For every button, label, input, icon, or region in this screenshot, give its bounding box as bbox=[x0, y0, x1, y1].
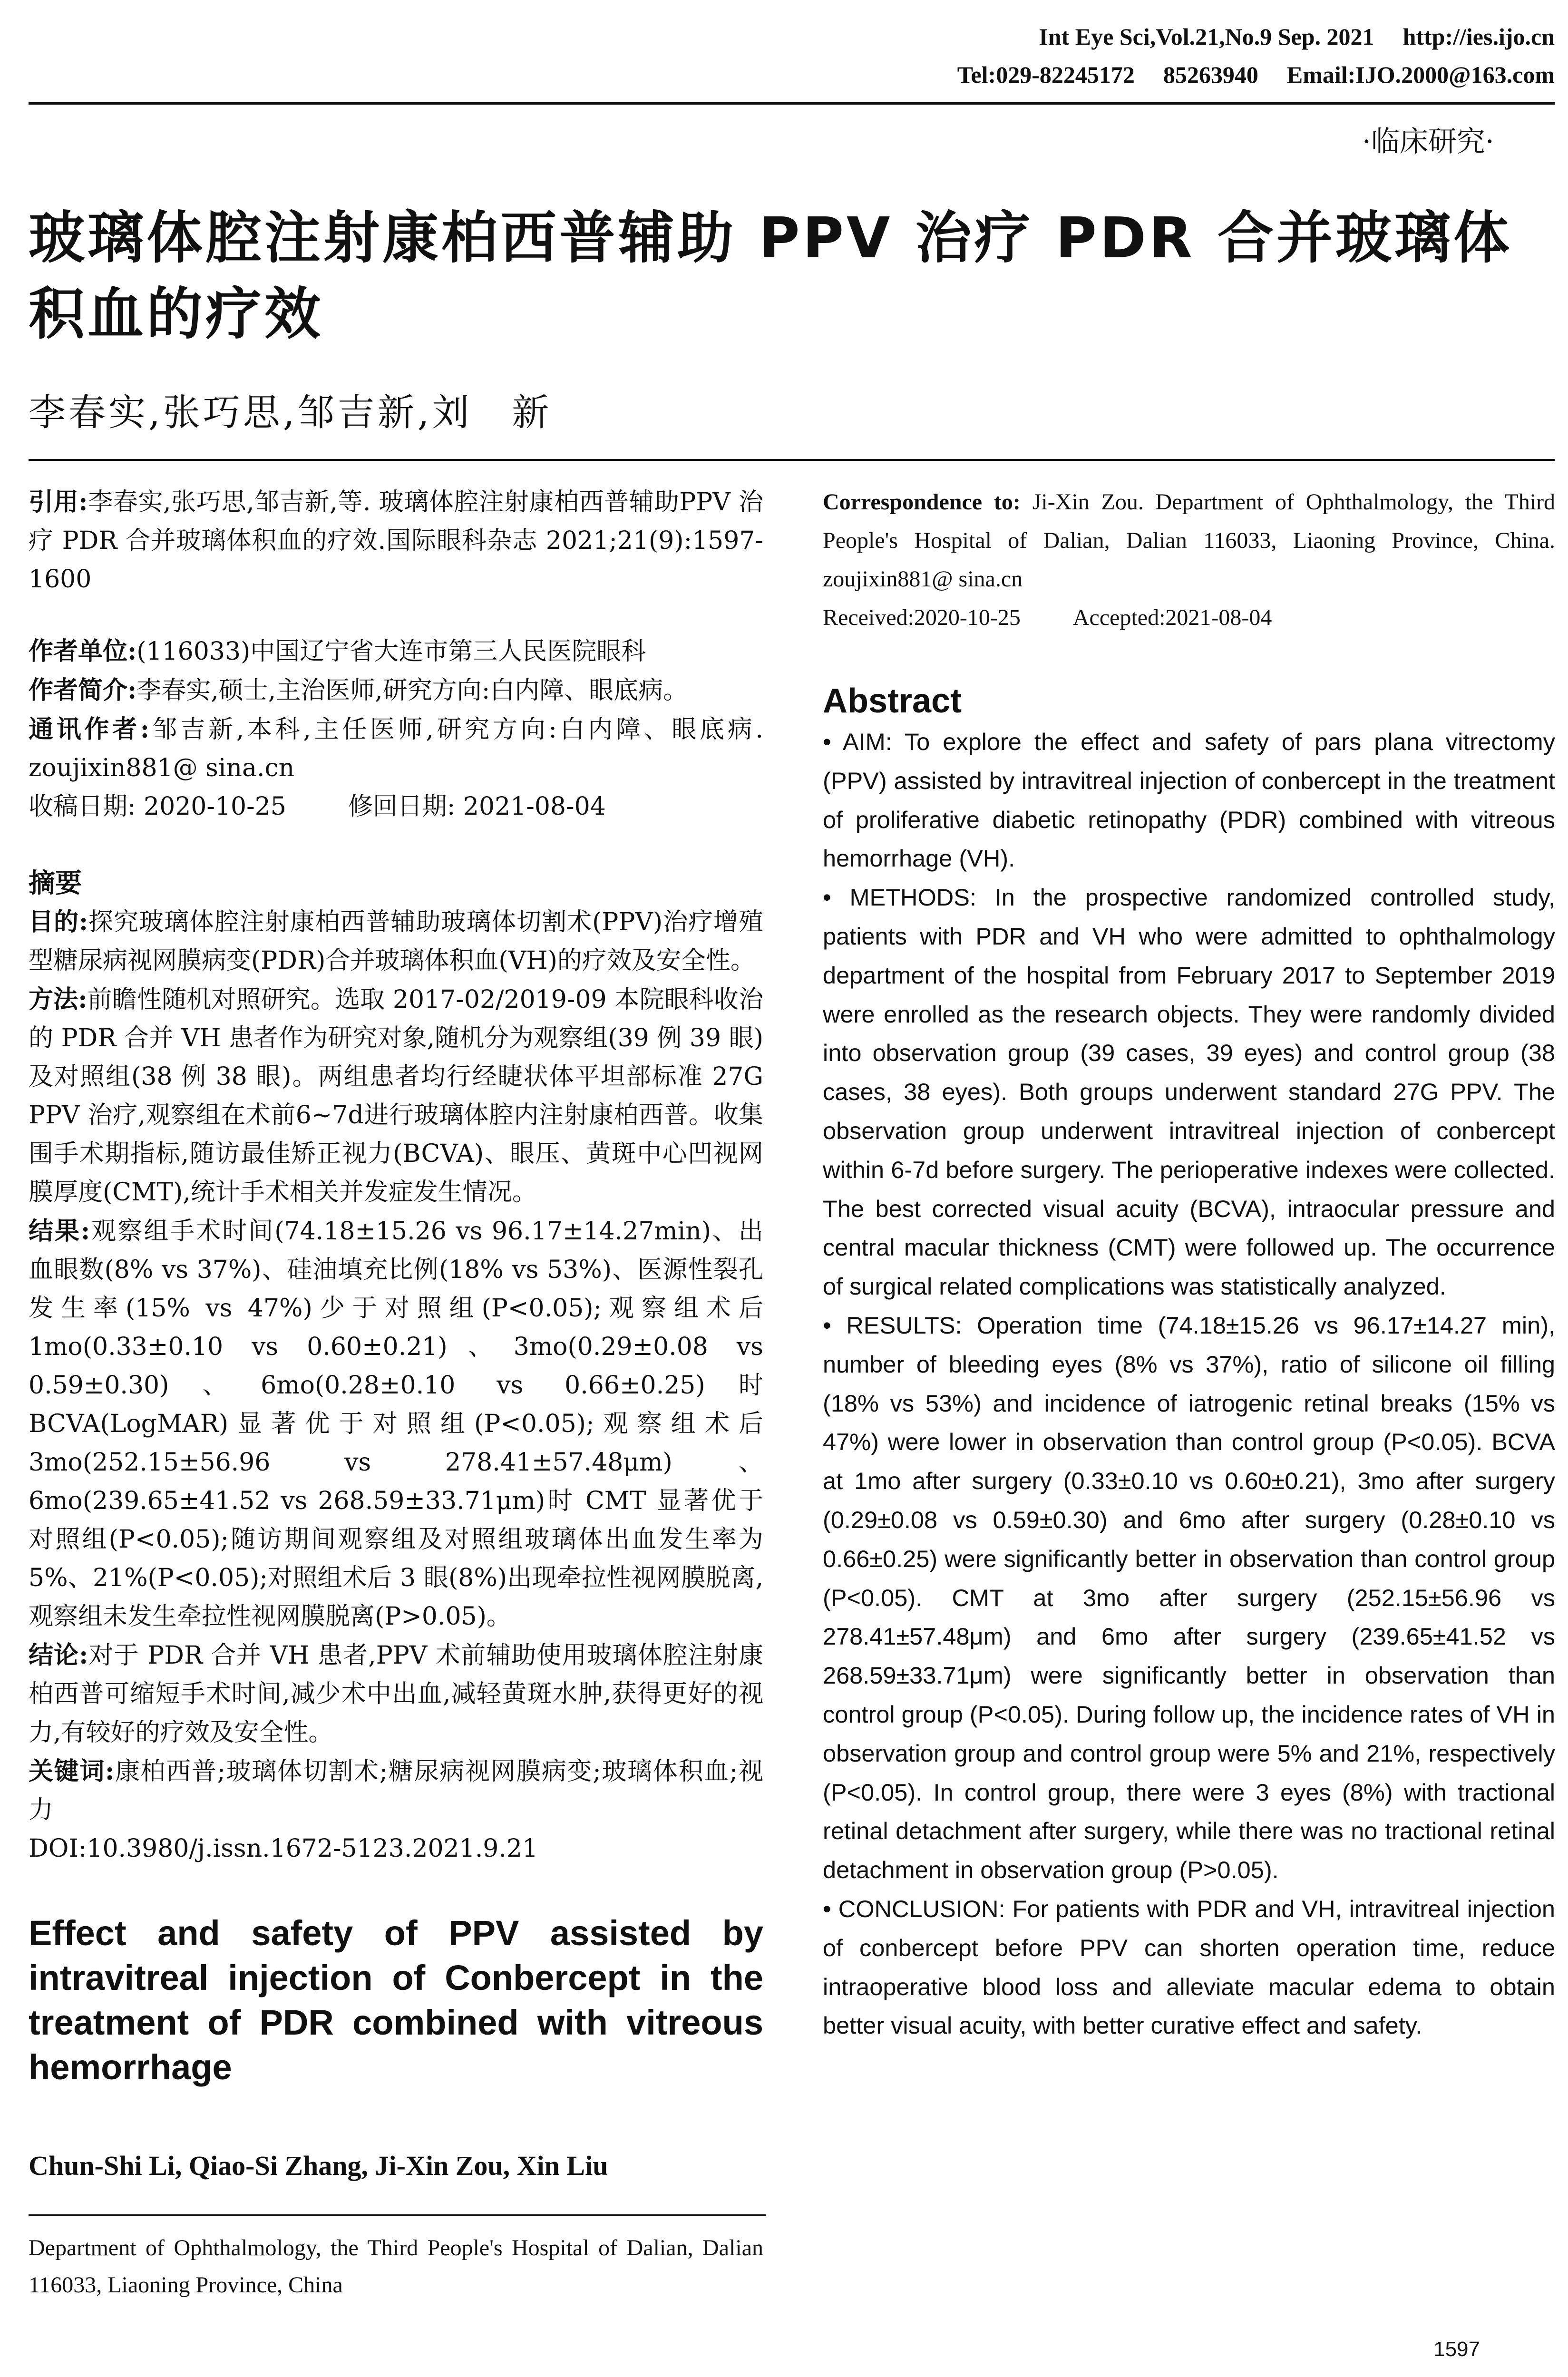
unit-text: (116033)中国辽宁省大连市第三人民医院眼科 bbox=[136, 637, 646, 666]
revised-cn: 修回日期: 2021-08-04 bbox=[348, 792, 606, 821]
section-tag: ·临床研究· bbox=[1362, 125, 1494, 158]
abstract-cn-conclusion bbox=[29, 1636, 763, 1752]
article-title-cn: 玻璃体腔注射康柏西普辅助 PPV 治疗 PDR 合并玻璃体积血的疗效 bbox=[29, 205, 1512, 347]
aim-label: 目的: bbox=[29, 907, 88, 936]
right-column bbox=[823, 483, 1555, 2045]
abstract-en-results: • RESULTS: Operation time (74.18±15.26 vs 96.17±14.27 min), number of bleeding eyes (8% vs 37%), ratio of silicone oil filling (18% vs 53%) and incidence of iatrogenic retinal breaks (15% vs 47%) were lower in observation than control group (P<0.05). BCVA at 1mo after surgery (0.33±0.10 vs 0.60±0.21), 3mo after surgery (0.29±0.08 vs 0.59±0.30) and 6mo after surgery (0.28±0.10 vs 0.66±0.25) were significantly better in observation than control group (P<0.05). CMT at 3mo after surgery (252.15±56.96 vs 278.41±57.48μm) and 6mo after surgery (239.65±41.52 vs 268.59±33.71μm) were significantly better in observation than control group (P<0.05). During follow up, the incidence rates of VH in observation group and control group were 5% and 21%, respectively (P<0.05). In control group, there were 3 eyes (8%) with tractional retinal detachment after surgery, while there was no tractional retinal detachment in observation group (P>0.05). bbox=[823, 1311, 1555, 1884]
article-title-en: Effect and safety of PPV assisted by intravitreal injection of Conbercept in the treatment of PDR combined with vitreous hemorrhage bbox=[29, 1913, 763, 2087]
conclusion-text: 对于 PDR 合并 VH 患者,PPV 术前辅助使用玻璃体腔注射康柏西普可缩短手术时间,减少术中出血,减轻黄斑水肿,获得更好的视力,有较好的疗效及安全性。 bbox=[29, 1641, 763, 1747]
left-column bbox=[29, 483, 763, 2304]
bio-label: 作者简介: bbox=[29, 676, 137, 705]
corresponding-author bbox=[29, 710, 763, 788]
journal-citation: Int Eye Sci,Vol.21,No.9 Sep. 2021 bbox=[1039, 23, 1374, 50]
correspondence-text: Ji-Xin Zou. Department of Ophthalmology, the Third People's Hospital of Dalian, Dalian 116033, Liaoning Province, China. zoujixin881@ sina.cn bbox=[823, 489, 1556, 592]
abstract-cn-aim bbox=[29, 903, 763, 980]
abstract-cn-heading: 摘要 bbox=[29, 867, 82, 899]
keywords-label: 关键词: bbox=[29, 1757, 115, 1786]
abstract-en-heading: Abstract bbox=[823, 682, 962, 720]
authors-rule bbox=[29, 2214, 766, 2216]
title-rule bbox=[29, 459, 1555, 461]
citation-label: 引用: bbox=[29, 487, 88, 516]
journal-tel: Tel:029-82245172 bbox=[957, 61, 1135, 88]
header-rule bbox=[29, 102, 1555, 105]
journal-tel2: 85263940 bbox=[1163, 61, 1258, 88]
results-text: 观察组手术时间(74.18±15.26 vs 96.17±14.27min)、出血眼数(8% vs 37%)、硅油填充比例(18% vs 53%)、医源性裂孔发生率(15% vs 47%)少于对照组(P<0.05);观察组术后 1mo(0.33±0.10 vs 0.60±0.21)、3mo(0.29±0.08 vs 0.59±0.30)、6mo(0.28±0.10 vs 0.66±0.25)时 BCVA(LogMAR)显著优于对照组(P<0.05);观察组术后 3mo(252.15±56.96 vs 278.41±57.48μm)、6mo(239.65±41.52 vs 268.59±33.71μm)时 CMT 显著优于对照组(P<0.05);随访期间观察组及对照组玻璃体出血发生率为 5%、21%(P<0.05);对照组术后 3 眼(8%)出现牵拉性视网膜脱离,观察组未发生牵拉性视网膜脱离(P>0.05)。 bbox=[29, 1217, 763, 1631]
conclusion-label: 结论: bbox=[29, 1641, 88, 1670]
methods-text: 前瞻性随机对照研究。选取 2017-02/2019-09 本院眼科收治的 PDR 合并 VH 患者作为研究对象,随机分为观察组(39 例 39 眼)及对照组(38 例 38 眼)。两组患者均行经睫状体平坦部标准 27G PPV 治疗,观察组在术前6~7d进行玻璃体腔内注射康柏西普。收集围手术期指标,随访最佳矫正视力(BCVA)、眼压、黄斑中心凹视网膜厚度(CMT),统计手术相关并发症发生情况。 bbox=[29, 985, 763, 1207]
abstract-en-methods: • METHODS: In the prospective randomized controlled study, patients with PDR and VH who were admitted to ophthalmology department of the hospital from February 2017 to September 2019 were enrolled as the research objects. They were randomly divided into observation group (39 cases, 39 eyes) and control group (38 cases, 38 eyes). Both groups underwent standard 27G PPV. The observation group underwent intravitreal injection of conbercept within 6-7d before surgery. The perioperative indexes were collected. The best corrected visual acuity (BCVA), intraocular pressure and central macular thickness (CMT) were followed up. The occurrence of surgical related complications was statistically analyzed. bbox=[823, 884, 1555, 1300]
abstract-en-aim: • AIM: To explore the effect and safety of pars plana vitrectomy (PPV) assisted by intravitreal injection of conbercept in the treatment of proliferative diabetic retinopathy (PDR) combined with vitreous hemorrhage (VH). bbox=[823, 728, 1555, 872]
department-en: Department of Ophthalmology, the Third People's Hospital of Dalian, Dalian 116033, Liaoning Province, China bbox=[29, 2235, 763, 2298]
bio-text: 李春实,硕士,主治医师,研究方向:白内障、眼底病。 bbox=[136, 676, 688, 705]
keywords-text: 康柏西普;玻璃体切割术;糖尿病视网膜病变;玻璃体积血;视力 bbox=[29, 1757, 763, 1824]
authors-en: Chun-Shi Li, Qiao-Si Zhang, Ji-Xin Zou, Xin Liu bbox=[29, 2150, 608, 2181]
author-unit bbox=[29, 632, 763, 671]
corr-text: 邹吉新,本科,主任医师,研究方向:白内障、眼底病. zoujixin881@ sina.cn bbox=[29, 715, 763, 782]
dates-en bbox=[823, 598, 1555, 637]
corr-label: 通讯作者: bbox=[29, 715, 149, 744]
journal-url[interactable]: http://ies.ijo.cn bbox=[1402, 23, 1555, 50]
abstract-cn-methods bbox=[29, 980, 763, 1212]
journal-email[interactable]: Email:IJO.2000@163.com bbox=[1286, 61, 1555, 88]
abstract-en-conclusion: • CONCLUSION: For patients with PDR and VH, intravitreal injection of conbercept before PPV can shorten operation time, reduce intraoperative blood loss and alleviate macular edema to obtain better visual acuity, with better curative effect and safety. bbox=[823, 1895, 1555, 2039]
methods-label: 方法: bbox=[29, 985, 88, 1014]
keywords-cn bbox=[29, 1752, 763, 1830]
aim-text: 探究玻璃体腔注射康柏西普辅助玻璃体切割术(PPV)治疗增殖型糖尿病视网膜病变(PDR)合并玻璃体积血(VH)的疗效及安全性。 bbox=[29, 908, 763, 975]
dates-cn bbox=[29, 788, 763, 826]
journal-contact bbox=[957, 61, 1555, 88]
abstract-cn-results bbox=[29, 1212, 763, 1636]
spacer bbox=[29, 826, 763, 859]
citation-text: 李春实,张巧思,邹吉新,等. 玻璃体腔注射康柏西普辅助PPV 治疗 PDR 合并玻璃体积血的疗效.国际眼科杂志 2021;21(9):1597-1600 bbox=[29, 488, 763, 594]
results-label: 结果: bbox=[29, 1217, 90, 1246]
author-bio bbox=[29, 671, 763, 710]
received-en: Received:2020-10-25 bbox=[823, 605, 1021, 630]
correspondence-label: Correspondence to: bbox=[823, 489, 1021, 515]
unit-label: 作者单位: bbox=[29, 637, 137, 666]
accepted-en: Accepted:2021-08-04 bbox=[1072, 605, 1272, 630]
page-number: 1597 bbox=[1433, 2338, 1480, 2361]
authors-cn: 李春实,张巧思,邹吉新,刘 新 bbox=[29, 391, 552, 434]
correspondence-en bbox=[823, 483, 1555, 598]
journal-header bbox=[1039, 23, 1555, 50]
citation bbox=[29, 483, 763, 599]
doi[interactable]: DOI:10.3980/j.issn.1672-5123.2021.9.21 bbox=[29, 1834, 538, 1863]
received-cn: 收稿日期: 2020-10-25 bbox=[29, 792, 286, 821]
spacer bbox=[29, 599, 763, 632]
